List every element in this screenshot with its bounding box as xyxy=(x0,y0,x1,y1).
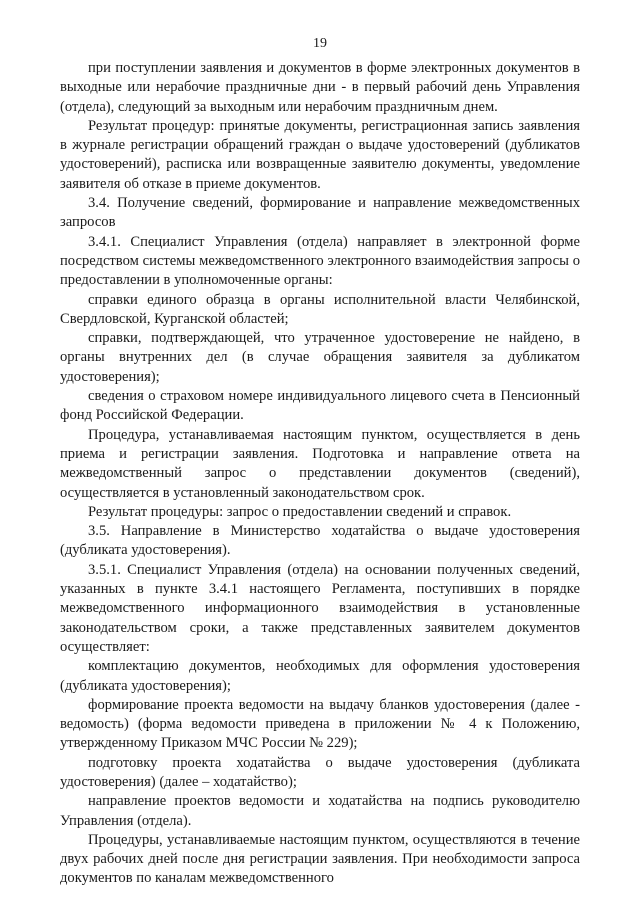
paragraph: Процедуры, устанавливаемые настоящим пунктом, осуществляются в течение двух рабочих дней после дня регистрации заявления. При необходимости запроса документов по каналам межведомственного xyxy=(60,831,580,887)
list-item: справки, подтверждающей, что утраченное удостоверение не найдено, в органы внутренних дел (в случае обращения заявителя за дубликатом удостоверения); xyxy=(60,330,580,385)
section-heading: 3.5. Направление в Министерство ходатайства о выдаче удостоверения (дубликата удостоверения). xyxy=(60,523,580,559)
paragraph: при поступлении заявления и документов в форме электронных документов в выходные или нерабочие праздничные дни - в первый рабочий день Управления (отдела), следующий за выходным или нерабочим праздничным днем. xyxy=(60,60,580,115)
list-item: справки единого образца в органы исполнительной власти Челябинской, Свердловской, Курганской областей; xyxy=(60,291,580,327)
list-item: сведения о страховом номере индивидуального лицевого счета в Пенсионный фонд Российской Федерации. xyxy=(60,388,580,424)
paragraph: Результат процедур: принятые документы, регистрационная запись заявления в журнале регистрации обращений граждан о выдаче удостоверений (дубликатов удостоверений), расписка или возвращенные заявителю документы, уведомление заявителя об отказе в приеме документов. xyxy=(60,117,580,192)
document-body xyxy=(60,59,580,889)
list-item: подготовку проекта ходатайства о выдаче удостоверения (дубликата удостоверения) (далее – ходатайство); xyxy=(60,754,580,790)
list-item: формирование проекта ведомости на выдачу бланков удостоверения (далее - ведомость) (форма ведомости приведена в приложении № 4 к Положению, утвержденному Приказом МЧС России № 229); xyxy=(60,696,580,752)
paragraph: Результат процедуры: запрос о предоставлении сведений и справок. xyxy=(88,503,512,520)
paragraph: 3.4.1. Специалист Управления (отдела) направляет в электронной форме посредством системы межведомственного электронного взаимодействия запросы о предоставлении в уполномоченные органы: xyxy=(60,233,580,289)
paragraph: Процедура, устанавливаемая настоящим пунктом, осуществляется в день приема и регистрации заявления. Подготовка и направление ответа на межведомственный запрос о представлении документов (сведений), осуществляется в установленный законодательством срок. xyxy=(60,426,580,501)
list-item: комплектацию документов, необходимых для оформления удостоверения (дубликата удостоверения); xyxy=(60,658,580,694)
paragraph: 3.5.1. Специалист Управления (отдела) на основании полученных сведений, указанных в пункте 3.4.1 настоящего Регламента, поступивших в порядке межведомственного информационного взаимодействия в установленные законодательством сроки, а также представленных заявителем документов осуществляет: xyxy=(60,561,580,655)
section-heading: 3.4. Получение сведений, формирование и направление межведомственных запросов xyxy=(60,195,580,231)
list-item: направление проектов ведомости и ходатайства на подпись руководителю Управления (отдела). xyxy=(60,793,580,829)
page-number: 19 xyxy=(313,36,327,51)
